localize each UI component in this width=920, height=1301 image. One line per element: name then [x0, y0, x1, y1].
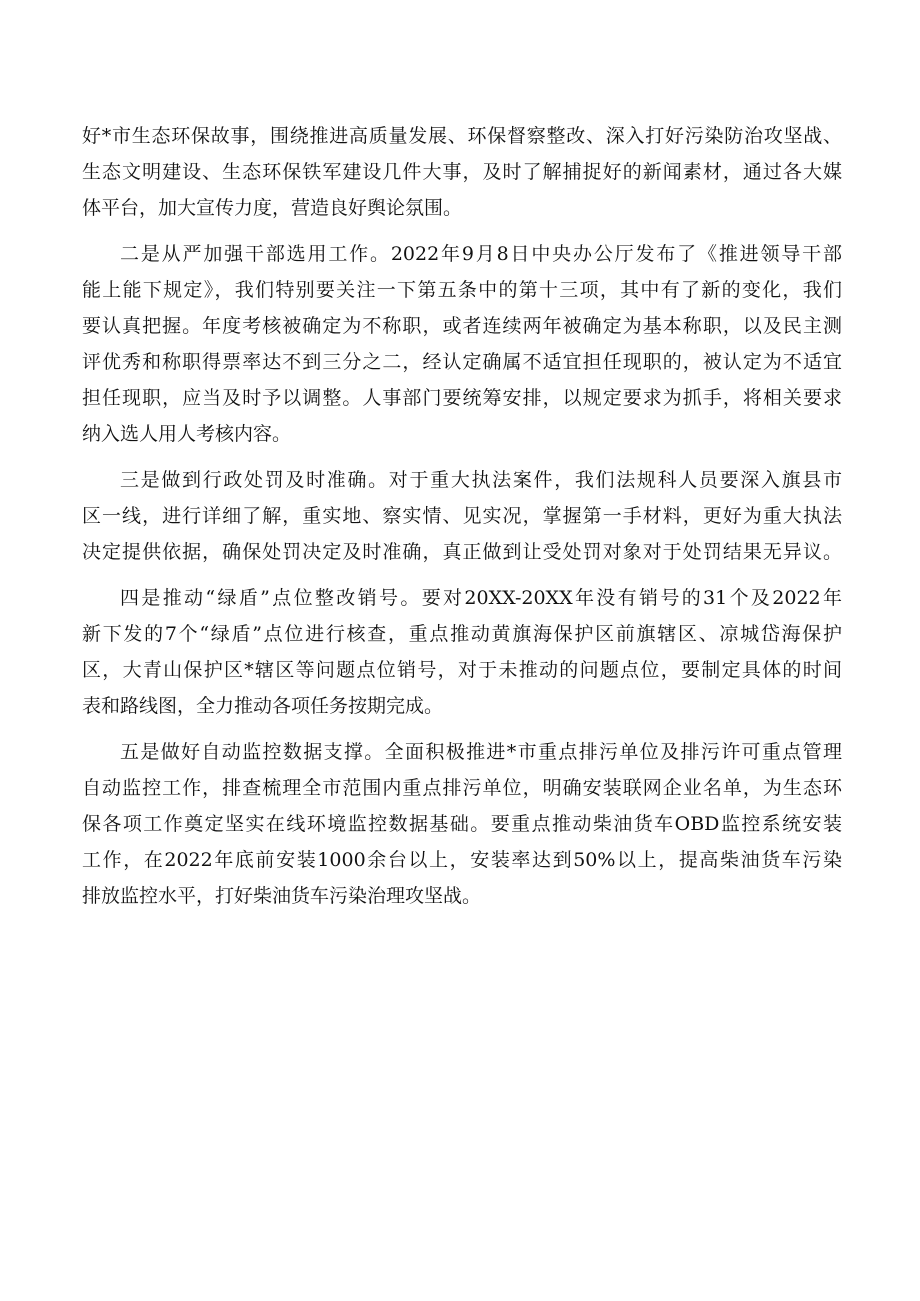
- text-line: 自动监控工作，排查梳理全市范围内重点排污单位，明确安装联网企业名单，为生态环: [82, 777, 842, 799]
- text-line: 区一线，进行详细了解，重实地、察实情、见实况，掌握第一手材料，更好为重大执法: [82, 505, 842, 527]
- document-page: [82, 118, 842, 924]
- text-line: 好*市生态环保故事，围绕推进高质量发展、环保督察整改、深入打好污染防治攻坚战、: [82, 125, 842, 147]
- paragraph-news-publicity: [82, 118, 842, 226]
- text-line: 要认真把握。年度考核被确定为不称职，或者连续两年被确定为基本称职，以及民主测: [82, 315, 842, 337]
- text-line: 体平台，加大宣传力度，营造良好舆论氛围。: [82, 197, 463, 219]
- text-line: 四是推动“绿盾”点位整改销号。要对20XX-20XX年没有销号的31个及2022年: [120, 587, 842, 609]
- paragraph-administrative-penalty: [82, 462, 842, 570]
- text-line: 纳入选人用人考核内容。: [82, 423, 292, 445]
- text-line: 新下发的7个“绿盾”点位进行核查，重点推动黄旗海保护区前旗辖区、凉城岱海保护: [82, 623, 842, 645]
- paragraph-auto-monitoring: [82, 734, 842, 914]
- text-line: 排放监控水平，打好柴油货车污染治理攻坚战。: [82, 885, 482, 907]
- text-line: 三是做到行政处罚及时准确。对于重大执法案件，我们法规科人员要深入旗县市: [120, 469, 842, 491]
- text-line: 能上能下规定》，我们特别要关注一下第五条中的第十三项，其中有了新的变化，我们: [82, 279, 842, 301]
- text-line: 评优秀和称职得票率达不到三分之二，经认定确属不适宜担任现职的，被认定为不适宜: [82, 351, 842, 373]
- text-line: 决定提供依据，确保处罚决定及时准确，真正做到让受处罚对象对于处罚结果无异议。: [82, 541, 842, 563]
- text-line: 工作，在2022年底前安装1000余台以上，安装率达到50%以上，提高柴油货车污染: [82, 849, 842, 871]
- paragraph-cadre-selection: [82, 236, 842, 452]
- text-line: 担任现职，应当及时予以调整。人事部门要统筹安排，以规定要求为抓手，将相关要求: [82, 387, 842, 409]
- text-line: 保各项工作奠定坚实在线环境监控数据基础。要重点推动柴油货车OBD监控系统安装: [82, 813, 842, 835]
- text-line: 表和路线图，全力推动各项任务按期完成。: [82, 695, 444, 717]
- text-line: 生态文明建设、生态环保铁军建设几件大事，及时了解捕捉好的新闻素材，通过各大媒: [82, 161, 842, 183]
- text-line: 区，大青山保护区*辖区等问题点位销号，对于未推动的问题点位，要制定具体的时间: [82, 659, 842, 681]
- text-line: 五是做好自动监控数据支撑。全面积极推进*市重点排污单位及排污许可重点管理: [120, 741, 842, 763]
- text-line: 二是从严加强干部选用工作。2022年9月8日中央办公厅发布了《推进领导干部: [120, 243, 842, 265]
- paragraph-green-shield: [82, 580, 842, 724]
